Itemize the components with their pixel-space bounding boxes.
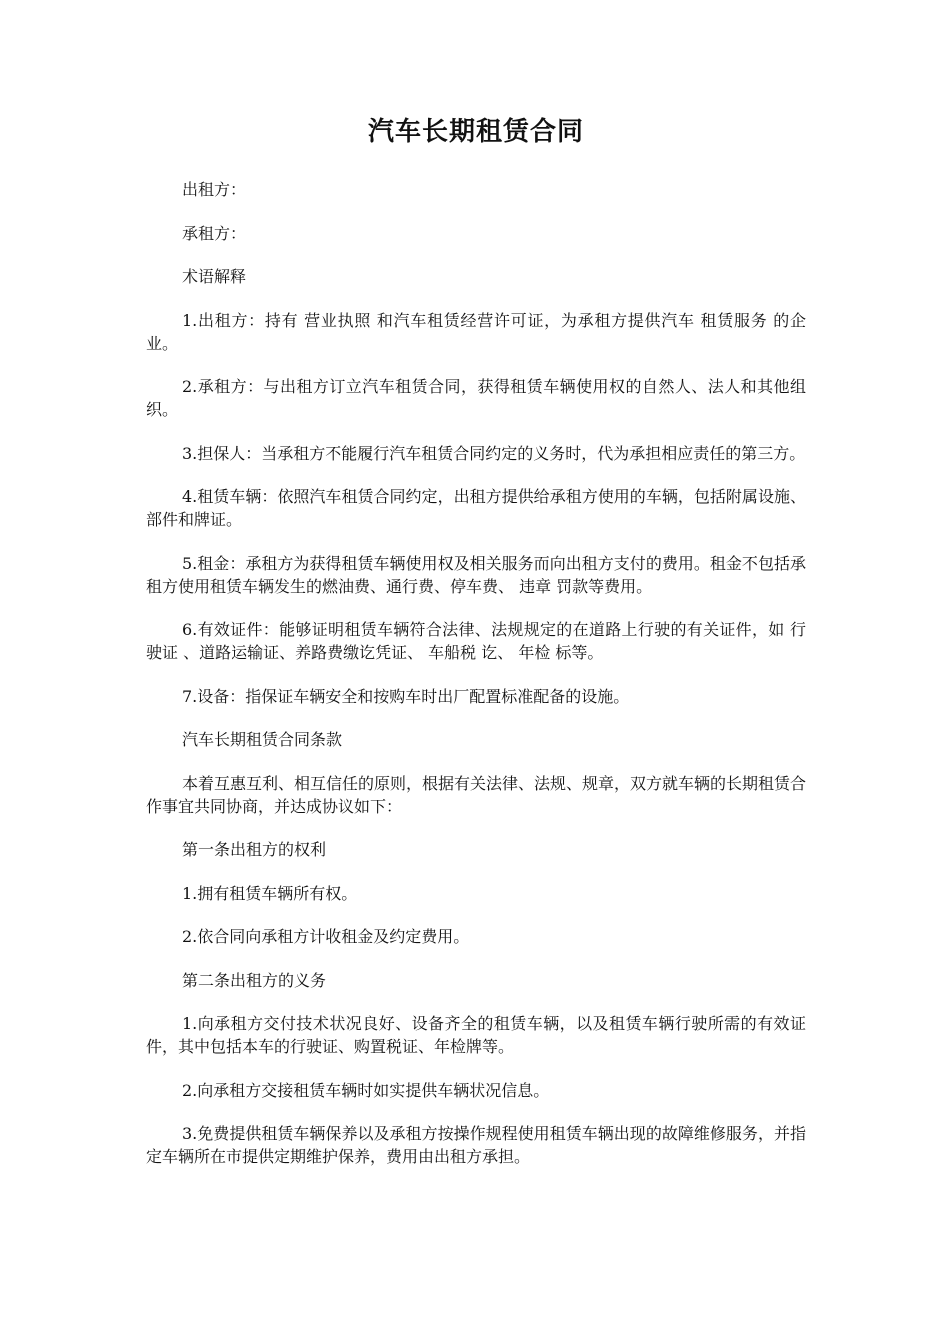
document-page xyxy=(146,112,806,1189)
article-1-item-1: 1.拥有租赁车辆所有权。 xyxy=(182,883,358,903)
document-title: 汽车长期租赁合同 xyxy=(367,117,584,147)
term-definition-guarantor: 3.担保人：当承租方不能履行汽车租赁合同约定的义务时，代为承担相应责任的第三方。 xyxy=(182,443,806,463)
paragraph-preamble: 本着互惠互利、相互信任的原则，根据有关法律、法规、规章，双方就车辆的长期租赁合作事宜共同协商，并达成协议如下： xyxy=(146,773,807,816)
article-2-item-2: 2.向承租方交接租赁车辆时如实提供车辆状况信息。 xyxy=(182,1080,550,1100)
term-definition-lessor: 1.出租方：持有 营业执照 和汽车租赁经营许可证，为承租方提供汽车 租赁服务 的企业。 xyxy=(146,310,806,353)
article-heading-2: 第二条出租方的义务 xyxy=(182,970,327,990)
article-heading-1: 第一条出租方的权利 xyxy=(182,840,327,859)
term-definition-equipment: 7.设备：指保证车辆安全和按购车时出厂配置标准配备的设施。 xyxy=(182,686,630,706)
term-definition-documents: 6.有效证件：能够证明租赁车辆符合法律、法规规定的在道路上行驶的有关证件，如 行驶证 、道路运输证、养路费缴讫凭证、 车船税 讫、 年检 标等。 xyxy=(146,620,806,662)
term-definition-lessee: 2.承租方：与出租方订立汽车租赁合同，获得租赁车辆使用权的自然人、法人和其他组织。 xyxy=(146,377,806,419)
term-definition-rent: 5.租金：承租方为获得租赁车辆使用权及相关服务而向出租方支付的费用。租金不包括承租方使用租赁车辆发生的燃油费、通行费、停车费、 违章 罚款等费用。 xyxy=(146,553,806,596)
article-2-item-1: 1.向承租方交付技术状况良好、设备齐全的租赁车辆，以及租赁车辆行驶所需的有效证件，其中包括本车的行驶证、购置税证、年检牌等。 xyxy=(146,1014,806,1056)
term-definition-vehicle: 4.租赁车辆：依照汽车租赁合同约定，出租方提供给承租方使用的车辆，包括附属设施、部件和牌证。 xyxy=(146,487,806,529)
paragraph-lessor: 出租方： xyxy=(182,180,247,199)
section-heading-terms: 术语解释 xyxy=(182,267,247,286)
paragraph-lessee: 承租方： xyxy=(182,223,247,243)
section-heading-clauses: 汽车长期租赁合同条款 xyxy=(182,730,343,749)
article-2-item-3: 3.免费提供租赁车辆保养以及承租方按操作规程使用租赁车辆出现的故障维修服务，并指定车辆所在市提供定期维护保养，费用由出租方承担。 xyxy=(146,1124,806,1166)
article-1-item-2: 2.依合同向承租方计收租金及约定费用。 xyxy=(182,927,470,946)
